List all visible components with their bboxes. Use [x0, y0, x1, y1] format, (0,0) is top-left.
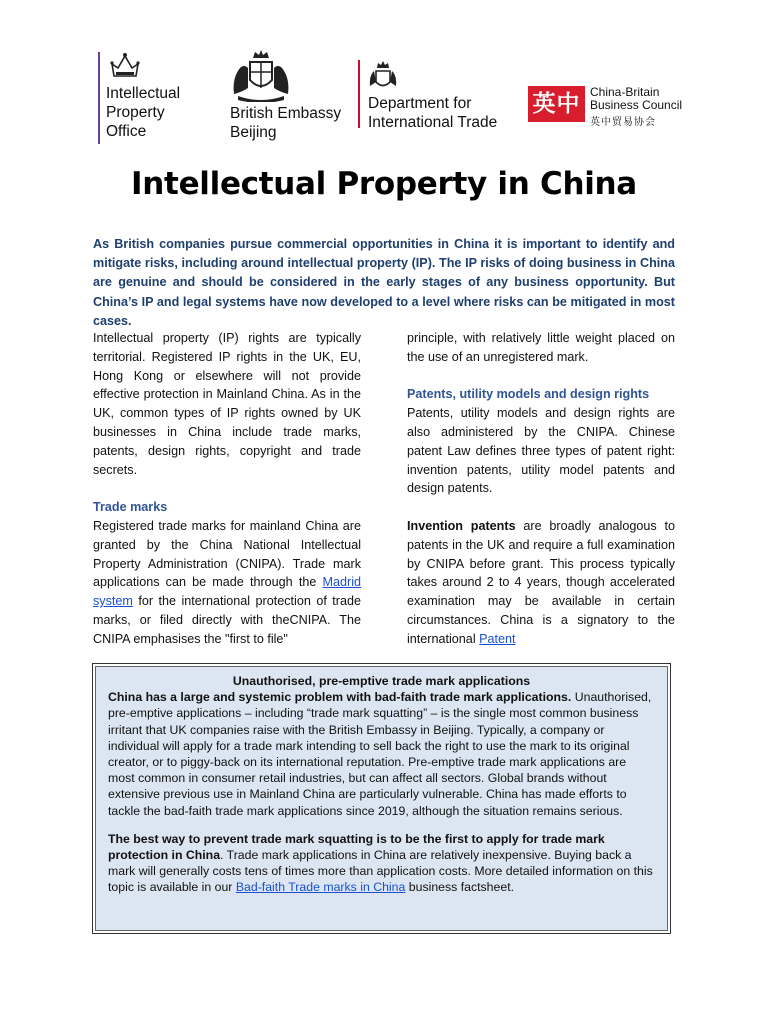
- box-p2-bold: The best way to prevent trade mark squatting is to be the first to apply for trade mark protection in China: [108, 831, 605, 863]
- trade-mark-squatting-box: [92, 663, 671, 934]
- right-column: [407, 329, 675, 649]
- ip-rights-paragraph: Intellectual property (IP) rights are typically territorial. Registered IP rights in the UK, EU, Hong Kong or elsewhere will not provide effective protection in Mainland China. As in the UK, common types of IP rights owned by UK businesses in China include trade marks, patents, design rights, copyright and trade secrets.: [93, 331, 361, 477]
- british-embassy-logo-text: British Embassy Beijing: [230, 105, 342, 141]
- invention-patents-paragraph: [407, 517, 675, 649]
- trade-marks-text-1: Registered trade marks for mainland China are granted by the China National Intellectual Property Administration (CNIPA). Trade mark applications can be made through the: [93, 518, 361, 590]
- cbbc-chinese-name: 英中贸易协会: [590, 117, 656, 128]
- page-title: Intellectual Property in China: [131, 166, 637, 202]
- dit-logo-text: Department for International Trade: [368, 95, 498, 131]
- ipo-logo-text: Intellectual Property Office: [106, 85, 181, 140]
- cbbc-logo-mark: 英中: [528, 86, 585, 122]
- header-logos: [96, 44, 683, 144]
- box-paragraph-1: [108, 689, 655, 819]
- trade-marks-text-2: for the international protection of trade marks, or filed directly with theCNIPA. The CNIPA emphasises the "first to file": [93, 594, 361, 646]
- box-paragraph-2: [108, 831, 655, 896]
- box-inner: [95, 666, 668, 931]
- box-title: Unauthorised, pre-emptive trade mark applications: [232, 674, 531, 688]
- dit-accent-bar: [358, 60, 360, 128]
- madrid-system-link[interactable]: Madrid system: [93, 575, 361, 609]
- invention-patents-bold: Invention patents: [407, 518, 516, 533]
- royal-coat-of-arms-icon: [228, 48, 294, 102]
- intro-paragraph: As British companies pursue commercial opportunities in China it is important to identify and mitigate risks, including around intellectual property (IP). The IP risks of doing business in China are genuine and should be considered in the early stages of any business opportunity. But China’s IP and legal systems have now developed to a level where risks can be mitigated in most cases.: [93, 237, 675, 328]
- bad-faith-trade-marks-link[interactable]: Bad-faith Trade marks in China: [235, 880, 406, 895]
- box-p1-text: Unauthorised, pre-emptive applications – including “trade mark squatting” – is the single most common business irritant that UK companies raise with the British Embassy in Beijing. Typically, a company or individual will apply for a trade mark intending to sell back the right to use the mark to its original creator, or to piggy-back on its international reputation. Pre-emptive trade mark applications are most common in consumer retail industries, but can affect all sectors. Global brands without extensive previous use in Mainland China are particularly vulnerable. China has made efforts to tackle the bad-faith trade mark applications since 2019, although the situation remains serious.: [108, 690, 652, 818]
- patent-link[interactable]: Patent: [479, 631, 516, 646]
- cbbc-logo-text: China-Britain Business Council: [590, 85, 683, 112]
- box-p2-end: business factsheet.: [405, 880, 515, 895]
- box-p1-bold: China has a large and systemic problem with bad-faith trade mark applications.: [108, 690, 572, 705]
- patents-heading: Patents, utility models and design rights: [407, 387, 650, 402]
- left-column: [93, 329, 361, 649]
- ipo-accent-bar: [98, 52, 100, 144]
- invention-patents-text: are broadly analogous to patents in the UK and require a full examination by CNIPA before grant. This process typically takes around 2 to 4 years, though accelerated examination may be available in certain circumstances. China is a signatory to the international: [407, 518, 675, 646]
- royal-crest-icon: [108, 50, 142, 80]
- patents-paragraph: Patents, utility models and design rights are also administered by the CNIPA. Chinese patent Law defines three types of patent right: invention patents, utility model patents and design patents.: [407, 406, 675, 496]
- trade-marks-heading: Trade marks: [93, 500, 168, 515]
- royal-crest-icon: [368, 60, 398, 90]
- trade-marks-paragraph: [93, 517, 361, 649]
- first-to-file-paragraph: principle, with relatively little weight placed on the use of an unregistered mark.: [407, 331, 675, 364]
- box-p2-text: . Trade mark applications in China are relatively inexpensive. Buying back a mark will generally costs tens of times more than application costs. More detailed information on this topic is available in our: [108, 848, 653, 895]
